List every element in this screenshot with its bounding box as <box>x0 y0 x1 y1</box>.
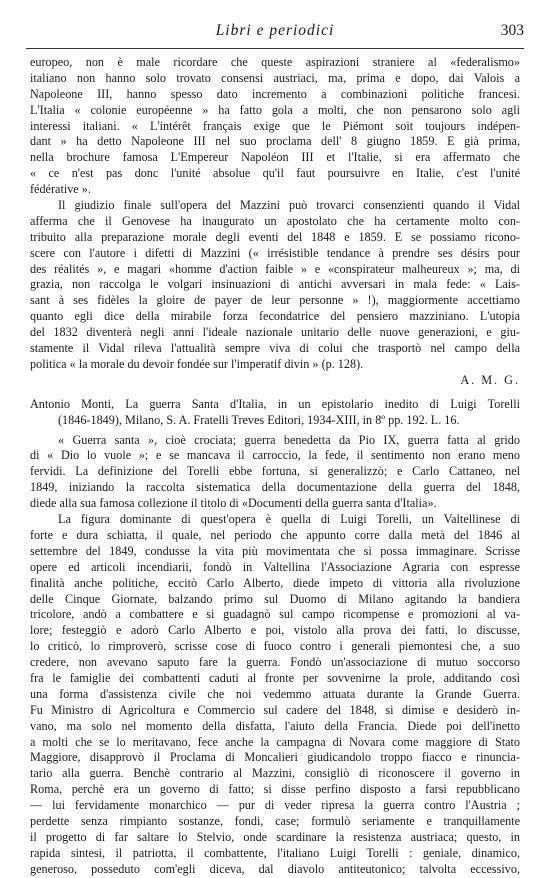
running-header <box>0 14 550 50</box>
review-signature: A. M. G. <box>460 372 520 387</box>
text-line: a molti che se lo meritavano, fece anche la campagna di Novara come maggiore di Stato <box>30 734 520 749</box>
text-line: lo criticò, lo rimproverò, scrisse cose di fuoco contro i generali piemontesi che, a suo <box>30 639 520 654</box>
text-line: tricolore, andò a combattere e si guadagnò sul campo ricompense e promozioni al va- <box>30 607 520 622</box>
text-line: generoso, posseduto com'egli diceva, dal diavolo antiteutonico; talvolta eccessivo, <box>30 861 520 876</box>
page-body <box>30 55 520 878</box>
text-line: tario alla guerra. Benchè contrario al Mazzini, consigliò di riconoscere il governo in <box>30 766 520 781</box>
text-line: forte e dura schiatta, il quale, nel periodo che appunto corre dalla metà del 1846 al <box>30 527 520 542</box>
text-line: stamente il Vidal rileva l'attualità sempre viva di colui che trasportò nel campo della <box>30 341 520 356</box>
text-line: delle Cinque Giornate, balzando primo sul Duomo di Milano agitando la bandiera <box>30 591 520 606</box>
text-line: finalità anche politiche, eccitò Carlo Alberto, diede impeto di vittoria alla rivoluzione <box>30 575 520 590</box>
text-line: Maggiore, disapprovò il Proclama di Moncalieri giudicandolo troppo fiacco e rinuncia- <box>30 750 520 765</box>
text-line: dant » ha detto Napoleone III nel suo proclama dell' 8 giugno 1859. E già prima, <box>30 134 520 149</box>
text-line: lore; festeggiò e adorò Carlo Alberto e poi, vistolo alla prova dei fatti, lo discusse, <box>30 623 520 638</box>
text-line: scere con l'autore i difetti di Mazzini (« irrésistible tendance à prendre ses désirs pour <box>30 245 520 260</box>
section-gap <box>30 389 520 397</box>
text-line: L'Italia « colonie européenne » ha fatto gola a molti, che non pensarono solo agli <box>30 102 520 117</box>
text-line: credere, non avevano saputo fare la guerra. Fondò un'associazione di mutuo soccorso <box>30 655 520 670</box>
paragraph-federalism <box>30 55 520 198</box>
text-line: « Guerra santa », cioè crociata; guerra benedetta da Pio IX, guerra fatta al grido <box>58 432 520 447</box>
text-line: vano, ma solo nel momento della disfatta, l'aiuto della Francia. Diede poi dell'inetto <box>30 718 520 733</box>
text-line: afferma che il Genovese ha inaugurato un apostolato che ha certamente molto con- <box>30 213 520 228</box>
citation-line: (1846-1849), Milano, S. A. Fratelli Treves Editori, 1934-XIII, in 8º pp. 192. L. 16. <box>58 412 460 427</box>
text-line: La figura dominante di quest'opera è quella di Luigi Torelli, un Valtellinese di <box>58 512 520 527</box>
paragraph-torelli <box>30 512 520 877</box>
page-number: 303 <box>500 22 524 39</box>
text-line: settembre del 1849, condusse la vita più movimentata che si possa immaginare. Scrisse <box>30 543 520 558</box>
text-line: des réalités », e magari «homme d'action faible » e «conspirateur malheureux »; ma, di <box>30 261 520 276</box>
text-line: opere ed articoli incendiarii, fondò in Valtellina l'Associazione Agraria con espresse <box>30 559 520 574</box>
text-line: fédérative ». <box>30 182 91 197</box>
review-citation <box>30 397 520 429</box>
text-line: Fu Ministro di Agricoltura e Commercio sul cadere del 1848, si dimise e desiderò in- <box>30 702 520 717</box>
text-line: del 1832 diventerà negli anni l'ideale nazionale unitario delle nuove generazioni, e giu- <box>30 325 520 340</box>
running-title: Libri e periodici <box>215 22 335 39</box>
text-line: interessi italiani. « L'intérêt français exige que le Piémont soit toujours indépen- <box>30 118 520 133</box>
paragraph-guerra-santa <box>30 433 520 512</box>
text-line: europeo, non è male ricordare che queste aspirazioni straniere al «federalismo» <box>30 55 520 69</box>
text-line: grazia, non raccolga le volgari insinuazioni di antichi avversari in mala fede: « Lais- <box>30 277 520 292</box>
text-line: Il giudizio finale sull'opera del Mazzini può trovarci consenzienti quando il Vidal <box>58 198 520 213</box>
text-line: quanto egli dice della mirabile forza fecondatrice del pensiero mazziniano. L'utopia <box>30 309 520 324</box>
citation-line: Antonio Monti, La guerra Santa d'Italia, in un epistolario inedito di Luigi Torelli <box>30 396 520 411</box>
header-rule <box>26 48 524 49</box>
text-line: nella brochure famosa L'Empereur Napoléon III et l'Italie, si era affermato che <box>30 150 520 165</box>
text-line: fra le famiglie dei combattenti caduti al fronte per sovvenirne la prole, additando così <box>30 670 520 685</box>
text-line: 1849, iniziando la raccolta sistematica della documentazione della guerra del 1848, <box>30 480 520 495</box>
text-line: una forma d'assistenza civile che noi vedemmo attuata durante la Grande Guerra. <box>30 686 520 701</box>
text-line: perdette senza rimpianto sostanze, fondi, case; formulò seriamente e tranquillamente <box>30 813 520 828</box>
text-line: Roma, perchè era un governo di fatto; si disse perfino disposto a farsi repubblicano <box>30 782 520 797</box>
text-line: diede alla sua famosa collezione il titolo di «Documenti della guerra santa d'Italia». <box>30 496 437 511</box>
text-line: fervidi. La definizione del Torelli ebbe fortuna, si generalizzò; e Carlo Cattaneo, nel <box>30 464 520 479</box>
text-line: il progetto di far saltare lo Stelvio, onde scardinare la resistenza austriaca; questo, in <box>30 829 520 844</box>
paragraph-mazzini <box>30 198 520 389</box>
text-line: rapida sintesi, il patriotta, il combattente, l'italiano Luigi Torelli : geniale, dinamico, <box>30 845 520 860</box>
text-line: sant à ses fidèles la gloire de payer de leur personne » !), maggiormente accettiamo <box>30 293 520 308</box>
text-line: italiano non hanno solo trovato consensi austriaci, ma, prima e dopo, dai Valois a <box>30 70 520 85</box>
text-line: tribuito alla preparazione morale degli eventi del 1848 e 1859. E se possiamo ricono- <box>30 229 520 244</box>
text-line: di « Dio lo vuole »; e se mancava il carroccio, la fede, il sentimento non erano meno <box>30 448 520 463</box>
text-line: Napoleone III, hanno spesso dato incremento a combinazioni politiche francesi. <box>30 86 520 101</box>
text-line: « ce n'est pas donc l'unité absolue qu'il faut poursuivre en Italie, c'est l'unité <box>30 166 520 181</box>
text-line: politica « la morale du devoir fondée sur l'imperatif divin » (p. 128). <box>30 356 364 371</box>
text-line: — lui fervidamente monarchico — pur di veder ripresa la guerra contro l'Austria ; <box>30 798 520 813</box>
